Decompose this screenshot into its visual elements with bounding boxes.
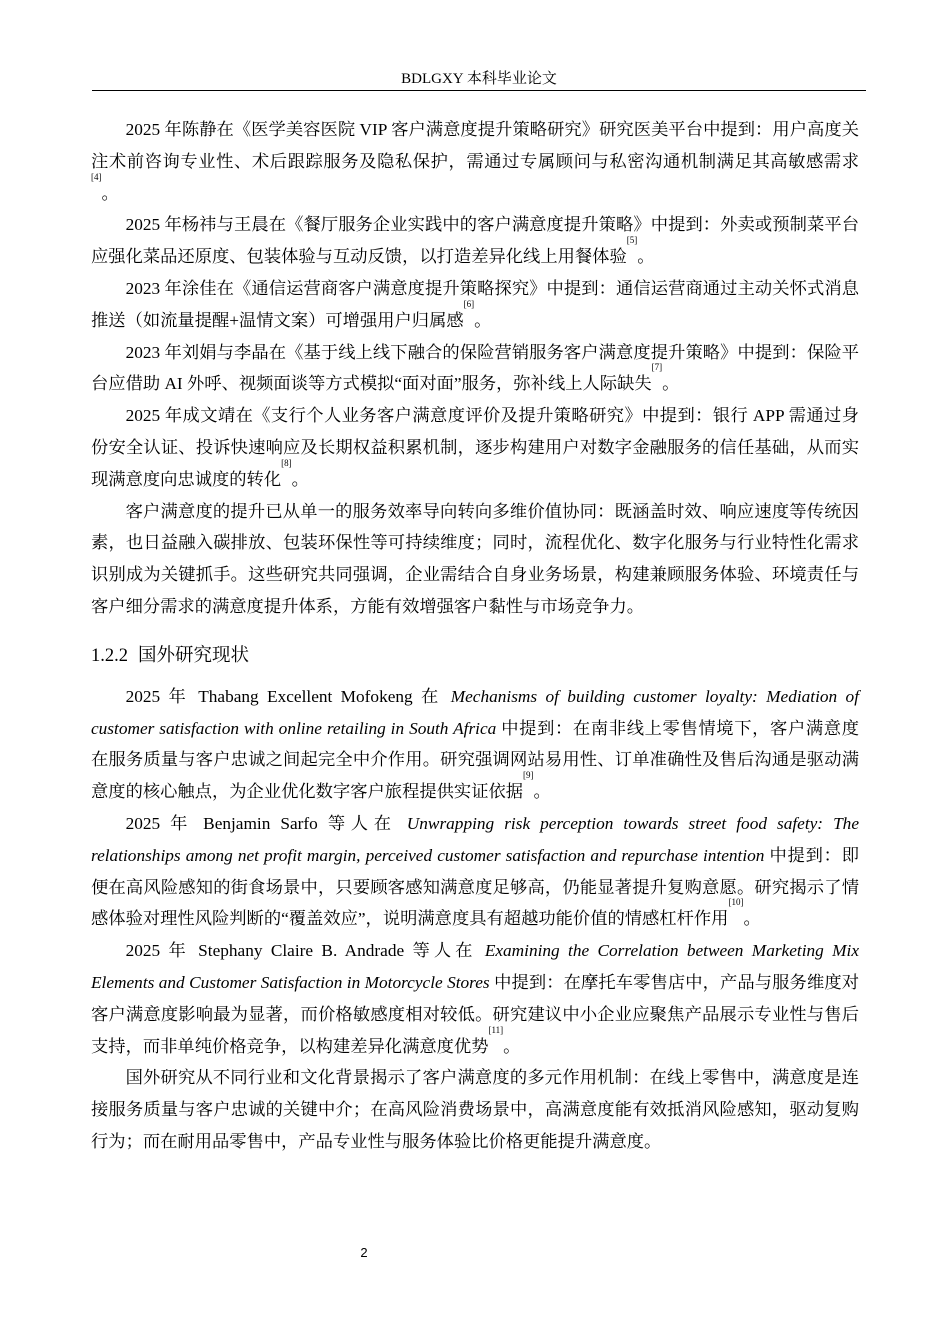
citation: [8] <box>281 457 292 468</box>
paragraph-domestic-2: 2025 年杨祎与王晨在《餐厅服务企业实践中的客户满意度提升策略》中提到：外卖或预制菜平台应强化菜品还原度、包装体验与互动反馈，以打造差异化线上用餐体验[5]。 <box>91 215 859 267</box>
header-rule <box>92 90 866 91</box>
paragraph-foreign-summary: 国外研究从不同行业和文化背景揭示了客户满意度的多元作用机制：在线上零售中，满意度是连接服务质量与客户忠诚的关键中介；在高风险消费场景中，高满意度能有效抵消风险感知，驱动复购行为；而在耐用品零售中，产品专业性与服务体验比价格更能提升满意度。 <box>91 1068 859 1151</box>
running-header: BDLGXY 本科毕业论文 <box>401 71 557 87</box>
paper-title: Mechanisms of building customer loyalty: Mediation of customer satisfaction with online retailing in South Africa <box>91 686 859 738</box>
page-number: 2 <box>360 1245 368 1260</box>
paragraph-foreign-2: 2025 年 Benjamin Sarfo 等人在 Unwrapping risk perception towards street food safety: The relationships among net profit margin, perceived customer satisfaction and repurchase intention 中提到：即便在高风险感知的街食场景中，只要顾客感知满意度足够高，仍能显著提升复购意愿。研究揭示了情感体验对理性风险判断的“覆盖效应”，说明满意度具有超越功能价值的情感杠杆作用[10]。 <box>91 813 859 929</box>
section-number: 1.2.2 <box>91 645 128 666</box>
section-heading <box>91 643 859 669</box>
paragraph-domestic-summary: 客户满意度的提升已从单一的服务效率导向转向多维价值协同：既涵盖时效、响应速度等传统因素，也日益融入碳排放、包装环保性等可持续维度；同时，流程优化、数字化服务与行业特性化需求识别成为关键抓手。这些研究共同强调，企业需结合自身业务场景，构建兼顾服务体验、环境责任与客户细分需求的满意度提升体系，方能有效增强客户黏性与市场竞争力。 <box>91 501 859 616</box>
page-body <box>91 114 859 1158</box>
paper-title: Unwrapping risk perception towards street food safety: The relationships among net profit margin, perceived customer satisfaction and repurchase intention <box>91 813 859 865</box>
citation: [7] <box>651 362 663 373</box>
section-title: 国外研究现状 <box>138 645 250 666</box>
citation: [6] <box>463 298 475 309</box>
citation: [11] <box>488 1024 504 1035</box>
paragraph-foreign-3: 2025 年 Stephany Claire B. Andrade 等人在 Examining the Correlation between Marketing Mix Elements and Customer Satisfaction in Motorcycle Stores 中提到：在摩托车零售店中，产品与服务维度对客户满意度影响最为显著，而价格敏感度相对较低。研究建议中小企业应聚焦产品展示专业性与售后支持，而非单纯价格竞争，以构建差异化满意度优势[11]。 <box>91 941 860 1056</box>
paragraph-domestic-5: 2025 年成文靖在《支行个人业务客户满意度评价及提升策略研究》中提到：银行 APP 需通过身份安全认证、投诉快速响应及长期权益积累机制，逐步构建用户对数字金融服务的信任基础，从而实现满意度向忠诚度的转化[8]。 <box>91 406 859 489</box>
citation: [4] <box>91 171 102 182</box>
paragraph-domestic-4: 2023 年刘娟与李晶在《基于线上线下融合的保险营销服务客户满意度提升策略》中提到：保险平台应借助 AI 外呼、视频面谈等方式模拟“面对面”服务，弥补线上人际缺失[7]。 <box>91 342 859 394</box>
paragraph-domestic-3: 2023 年涂佳在《通信运营商客户满意度提升策略探究》中提到：通信运营商通过主动关怀式消息推送（如流量提醒+温情文案）可增强用户归属感[6]。 <box>91 278 859 330</box>
paragraph-foreign-1: 2025 年 Thabang Excellent Mofokeng 在 Mechanisms of building customer loyalty: Mediation of customer satisfaction with online retailing in South Africa 中提到：在南非线上零售情境下，客户满意度在服务质量与客户忠诚之间起完全中介作用。研究强调网站易用性、订单准确性及售后沟通是驱动满意度的核心触点，为企业优化数字客户旅程提供实证依据[9]。 <box>91 686 859 802</box>
paragraph-domestic-1: 2025 年陈静在《医学美容医院 VIP 客户满意度提升策略研究》研究医美平台中提到：用户高度关注术前咨询专业性、术后跟踪服务及隐私保护，需通过专属顾问与私密沟通机制满足其高敏感需求[4]。 <box>91 120 859 203</box>
citation: [9] <box>523 770 534 781</box>
citation: [5] <box>626 235 638 246</box>
paper-title: Examining the Correlation between Marketing Mix Elements and Customer Satisfaction in Motorcycle Stores <box>91 941 860 992</box>
citation: [10] <box>728 897 744 908</box>
